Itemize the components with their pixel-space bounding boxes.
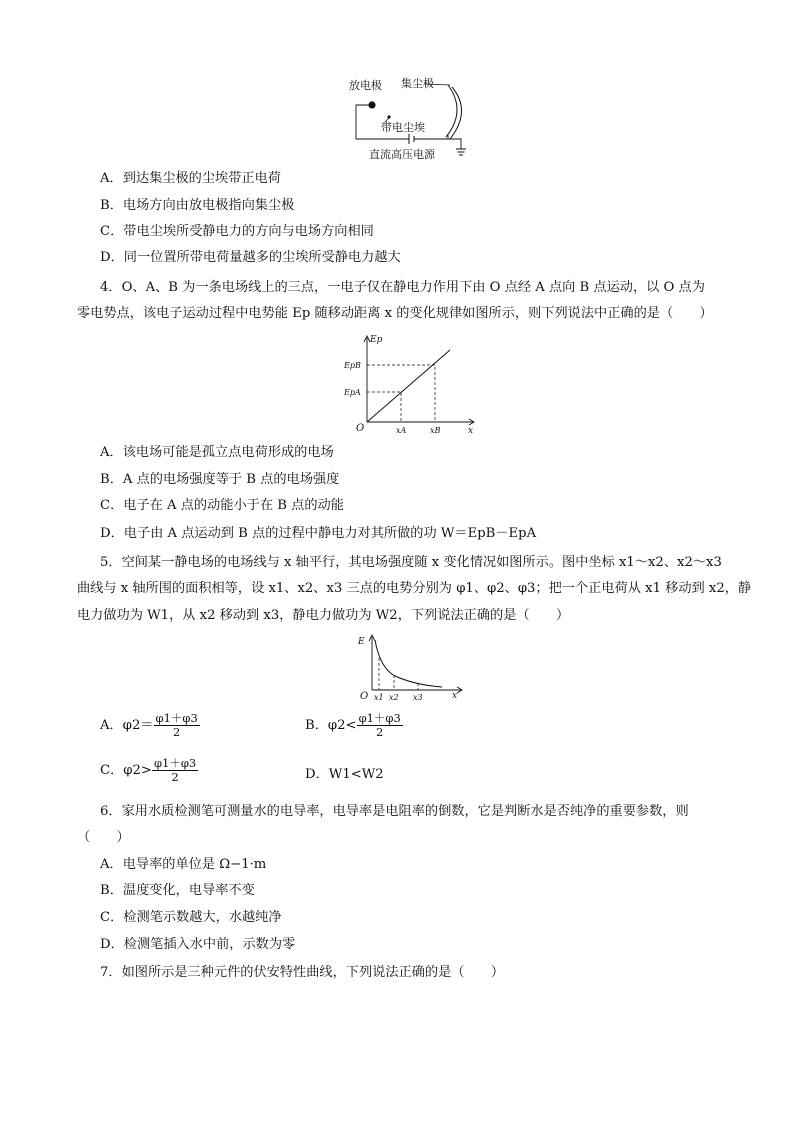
q5-option-c	[100, 757, 198, 784]
q5-option-b-fraction	[357, 712, 403, 739]
x3-tick: x3	[413, 693, 423, 702]
q5-option-a-fraction	[154, 712, 200, 739]
fraction-numerator: φ1＋φ3	[153, 756, 197, 770]
y-axis-label-e: E	[358, 637, 365, 647]
x2-tick: x2	[389, 693, 399, 702]
q6-option-b: B．温度变化，电导率不变	[100, 883, 255, 898]
q5-option-d: D．W1<W2	[305, 767, 384, 782]
discharge-electrode-label: 放电极	[349, 79, 382, 92]
y-tick-epa: EpA	[344, 388, 361, 397]
charged-dust-label: 带电尘埃	[381, 121, 425, 134]
fraction-numerator: φ1＋φ3	[155, 711, 198, 725]
q4-option-d: D．电子由 A 点运动到 B 点的过程中静电力对其所做的功 W＝EpB－EpA	[100, 526, 537, 541]
x1-tick: x1	[374, 693, 384, 702]
fraction-denominator: 2	[171, 770, 179, 784]
fraction-numerator: φ1＋φ3	[358, 711, 401, 725]
origin-label: O	[356, 423, 365, 434]
q4-stem-line1: 4．O、A、B 为一条电场线上的三点，一电子仅在静电力作用下由 O 点经 A 点向 B 点运动，以 O 点为	[100, 280, 705, 295]
q5-option-c-fraction	[152, 757, 198, 784]
q3-option-d: D．同一位置所带电荷量越多的尘埃所受静电力越大	[100, 250, 401, 265]
x-tick-xb: xB	[430, 426, 441, 435]
q3-option-b: B．电场方向由放电极指向集尘极	[100, 198, 295, 213]
q5-stem-line3: 电力做功为 W1，从 x2 移动到 x3，静电力做功为 W2，下列说法正确的是（ ）	[77, 608, 570, 623]
q6-option-d: D．检测笔插入水中前，示数为零	[100, 937, 296, 952]
q5-option-b-prefix: B．φ2<	[305, 718, 357, 733]
q7-stem-line1: 7．如图所示是三种元件的伏安特性曲线，下列说法正确的是（ ）	[100, 965, 505, 980]
fraction-denominator: 2	[376, 725, 384, 739]
precipitator-figure	[345, 75, 475, 163]
q4-option-a: A．该电场可能是孤立点电荷形成的电场	[100, 445, 334, 460]
q5-option-a-prefix: A．φ2＝	[100, 718, 154, 733]
q6-option-a: A．电导率的单位是 Ω−1·m	[100, 857, 267, 872]
q6-option-c: C．检测笔示数越大，水越纯净	[100, 910, 282, 925]
y-axis-label: Ep	[370, 335, 383, 345]
collector-electrode-label: 集尘极	[401, 77, 434, 90]
y-tick-epb: EpB	[344, 361, 361, 370]
x-axis-label-e: x	[452, 691, 458, 701]
q5-option-a	[100, 712, 200, 739]
power-supply-label: 直流高压电源	[369, 148, 435, 161]
e-x-graph	[350, 632, 465, 704]
q5-stem-line1: 5．空间某一静电场的电场线与 x 轴平行，其电场强度随 x 变化情况如图所示。图中坐标 x1～x2、x2～x3	[100, 555, 722, 570]
x-tick-xa: xA	[396, 426, 407, 435]
origin-label-e: O	[360, 691, 369, 702]
ep-x-graph	[340, 330, 480, 438]
q4-option-c: C．电子在 A 点的动能小于在 B 点的动能	[100, 498, 344, 513]
q5-stem-line2: 曲线与 x 轴所围的面积相等，设 x1、x2、x3 三点的电势分别为 φ1、φ2、φ3；把一个正电荷从 x1 移动到 x2，静	[77, 581, 752, 596]
q4-stem-line2: 零电势点，该电子运动过程中电势能 Ep 随移动距离 x 的变化规律如图所示，则下列说法中正确的是（ ）	[77, 306, 713, 321]
q6-stem-line1: 6．家用水质检测笔可测量水的电导率，电导率是电阻率的倒数，它是判断水是否纯净的重要参数，则	[100, 804, 689, 819]
q3-option-a: A．到达集尘极的尘埃带正电荷	[100, 171, 281, 186]
q5-option-b	[305, 712, 403, 739]
q5-option-c-prefix: C．φ2>	[100, 763, 152, 778]
fraction-denominator: 2	[172, 725, 181, 739]
q3-option-c: C．带电尘埃所受静电力的方向与电场方向相同	[100, 224, 374, 239]
q4-option-b: B．A 点的电场强度等于 B 点的电场强度	[100, 472, 340, 487]
q6-stem-line2: （ ）	[77, 830, 130, 845]
x-axis-label: x	[468, 426, 474, 436]
